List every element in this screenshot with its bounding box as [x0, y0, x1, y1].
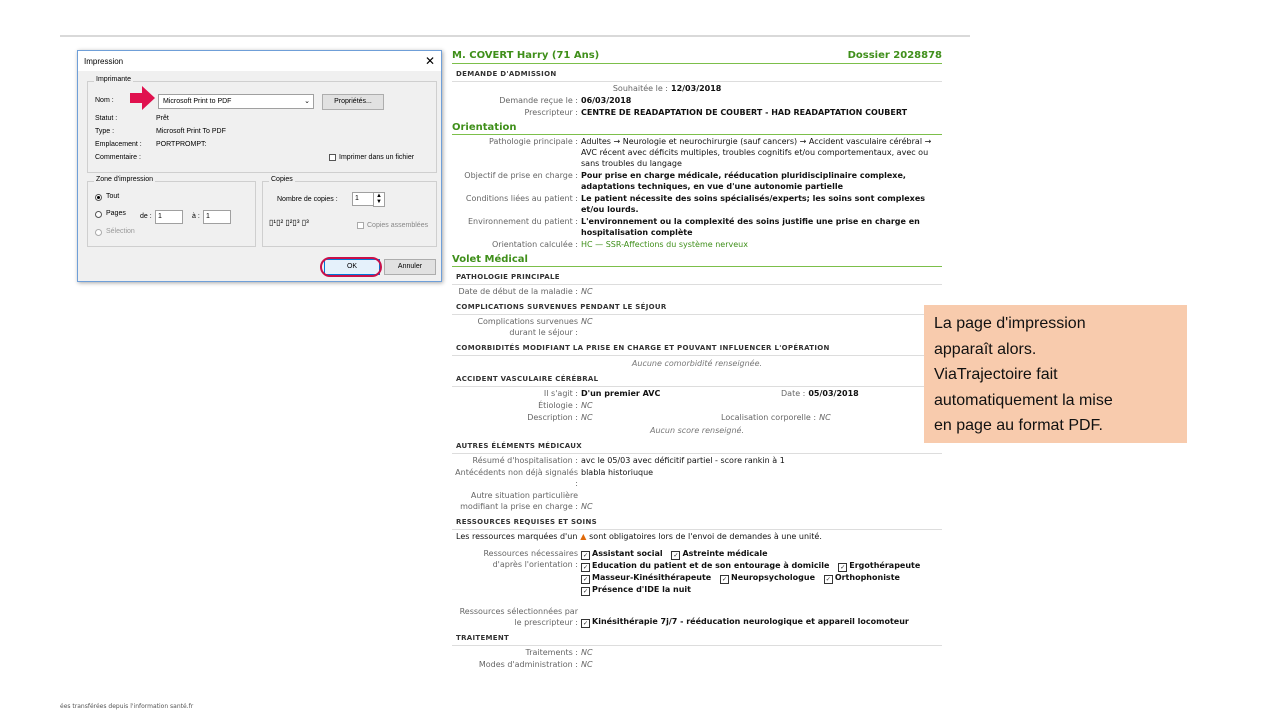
- callout-line: La page d'impression: [934, 315, 1086, 332]
- environment-value: L'environnement ou la complexité des soins justifie une prise en charge en hospitalisation complète: [581, 217, 920, 237]
- range-pages-label: Pages: [106, 210, 126, 217]
- summary-label: Résumé d'hospitalisation :: [472, 456, 578, 465]
- complications-label: Complications survenues durant le séjour :: [477, 317, 578, 337]
- footer-fragment: ées transférées depuis l'information santé.fr: [60, 703, 194, 710]
- checkbox-icon: ✓: [840, 564, 846, 571]
- needed-resource-label: Education du patient et de son entourage à domicile: [592, 561, 830, 570]
- objective-value: Pour prise en charge médicale, rééducation pluridisciplinaire complexe, adaptations techniques, en vue d'une autonomie partielle: [581, 171, 906, 191]
- type-label: Type :: [95, 128, 115, 135]
- localisation-label: Localisation corporelle :: [721, 413, 817, 422]
- collate-checkbox[interactable]: [357, 222, 364, 229]
- needed-resource-label: Neuropsychologue: [731, 573, 816, 582]
- copies-count-label: Nombre de copies :: [277, 196, 338, 203]
- needed-resource-item: [671, 549, 767, 558]
- no-comorbidity-text: Aucune comorbidité renseignée.: [631, 359, 763, 368]
- from-label: de :: [140, 213, 152, 220]
- needed-resource-label: Astreinte médicale: [682, 549, 768, 558]
- wished-date-value: 12/03/2018: [671, 84, 722, 93]
- needed-resources-list: [581, 548, 942, 596]
- treatments-value: NC: [581, 648, 593, 657]
- other-situation-value: NC: [581, 502, 593, 511]
- callout-line: automatiquement la mise: [934, 391, 1113, 409]
- chevron-down-icon: ⌄: [304, 98, 310, 105]
- resources-heading: RESSOURCES REQUISES ET SOINS: [452, 516, 942, 530]
- selected-resource-item: [581, 617, 909, 626]
- properties-button[interactable]: Propriétés...: [322, 94, 384, 110]
- avc-heading: ACCIDENT VASCULAIRE CÉRÉBRAL: [452, 373, 942, 387]
- cancel-button[interactable]: Annuler: [384, 259, 436, 275]
- avc-type-label: Il s'agit :: [543, 389, 578, 398]
- explanation-callout: [924, 305, 1187, 443]
- copies-group-label: Copies: [271, 176, 293, 183]
- selected-resource-label: Kinésithérapie 7j/7 - rééducation neurologique et appareil locomoteur: [592, 617, 909, 626]
- copies-count-input[interactable]: 1: [352, 192, 374, 206]
- received-date-label: Demande reçue le :: [499, 96, 578, 105]
- callout-line: ViaTrajectoire fait: [934, 366, 1058, 383]
- patient-name: M. COVERT Harry (71 Ans): [452, 50, 600, 61]
- warning-icon: ▲: [577, 532, 590, 541]
- needed-resource-label: Assistant social: [592, 549, 663, 558]
- checkbox-icon: ✓: [582, 576, 589, 583]
- red-arrow-icon: [130, 86, 156, 110]
- from-page-input[interactable]: 1: [155, 210, 183, 224]
- range-all-radio[interactable]: [95, 194, 102, 201]
- status-label: Statut :: [95, 115, 118, 122]
- localisation-value: NC: [819, 413, 831, 422]
- resources-note-suffix: sont obligatoires lors de l'envoi de demandes à une unité.: [589, 532, 822, 541]
- print-range-group: [87, 176, 256, 247]
- printer-select-value: Microsoft Print to PDF: [163, 98, 232, 105]
- needed-resource-item: [824, 573, 900, 582]
- needed-resource-item: [581, 573, 711, 582]
- to-page-input[interactable]: 1: [203, 210, 231, 224]
- ok-highlight-ring: [320, 257, 382, 277]
- resources-note: [452, 531, 942, 542]
- wished-date-label: Souhaitée le :: [612, 84, 668, 93]
- onset-value: NC: [581, 287, 593, 296]
- environment-label: Environnement du patient :: [467, 217, 578, 226]
- needed-resource-label: Ergothérapeute: [849, 561, 921, 570]
- dossier-number: Dossier 2028878: [847, 50, 942, 61]
- range-pages-radio[interactable]: [95, 211, 102, 218]
- computed-orientation-label: Orientation calculée :: [491, 240, 578, 249]
- callout-line: en page au format PDF.: [934, 417, 1103, 434]
- admission-heading: DEMANDE D'ADMISSION: [452, 68, 942, 82]
- needed-resource-item: [838, 561, 920, 570]
- history-label: Antécédents non déjà signalés :: [455, 468, 578, 488]
- print-to-file-label: Imprimer dans un fichier: [339, 154, 415, 161]
- callout-line: apparaît alors.: [934, 340, 1037, 358]
- needed-resource-item: [720, 573, 815, 582]
- main-pathology-heading: PATHOLOGIE PRINCIPALE: [452, 271, 942, 285]
- avc-type-value: D'un premier AVC: [581, 389, 661, 398]
- pathology-value: Adultes → Neurologie et neurochirurgie (sauf cancers) → Accident vasculaire cérébral → AVC récent avec déficits multiples, troubles cognitifs et/ou comportementaux, avec ou sans troubles du langage: [581, 137, 932, 168]
- status-value: Prêt: [156, 115, 169, 122]
- needed-resource-item: [581, 561, 829, 570]
- objective-label: Objectif de prise en charge :: [464, 171, 578, 180]
- needed-resources-label: Ressources nécessaires d'après l'orientation :: [483, 549, 578, 569]
- other-elements-heading: AUTRES ÉLÉMENTS MÉDICAUX: [452, 440, 942, 454]
- ok-button[interactable]: OK: [324, 259, 380, 275]
- medical-heading: Volet Médical: [452, 254, 942, 267]
- pathology-label: Pathologie principale :: [489, 137, 578, 146]
- page-top-divider: [60, 35, 970, 37]
- no-score-text: Aucun score renseigné.: [649, 426, 745, 435]
- computed-orientation-value: HC — SSR-Affections du système nerveux: [581, 240, 748, 249]
- conditions-label: Conditions liées au patient :: [465, 194, 578, 203]
- prescriber-label: Prescripteur :: [524, 108, 578, 117]
- collate-label: Copies assemblées: [367, 222, 429, 229]
- location-label: Emplacement :: [95, 141, 142, 148]
- received-date-value: 06/03/2018: [581, 96, 632, 105]
- avc-date-label: Date :: [781, 389, 806, 398]
- document-preview: [452, 50, 942, 671]
- treatment-heading: TRAITEMENT: [452, 632, 942, 646]
- needed-resource-item: [581, 585, 691, 594]
- history-value: blabla historiuque: [581, 468, 654, 477]
- copies-spinner[interactable]: ▲ ▼: [373, 192, 385, 207]
- selected-resources-label: Ressources sélectionnées par le prescripteur :: [459, 607, 578, 627]
- orientation-heading: Orientation: [452, 122, 942, 135]
- avc-date-value: 05/03/2018: [808, 389, 859, 398]
- checkbox-icon: ✓: [582, 552, 589, 559]
- location-value: PORTPROMPT:: [156, 141, 207, 148]
- checkbox-icon: ✓: [582, 564, 589, 571]
- resources-note-prefix: Les ressources marquées d'un: [456, 532, 578, 541]
- needed-resource-label: Orthophoniste: [834, 573, 900, 582]
- checkbox-icon: ✓: [673, 552, 679, 559]
- comorbidities-heading: COMORBIDITÉS MODIFIANT LA PRISE EN CHARGE ET POUVANT INFLUENCER L'OPÉRATION: [452, 342, 942, 356]
- printer-select[interactable]: [158, 94, 314, 109]
- print-dialog: [77, 50, 442, 282]
- range-selection-radio[interactable]: [95, 229, 102, 236]
- other-situation-label: Autre situation particulière modifiant la prise en charge :: [460, 491, 578, 511]
- collate-icon: ▯¹▯² ▯²▯³ ▯³: [269, 218, 309, 227]
- checkbox-icon: ✓: [722, 576, 728, 583]
- selected-resources-list: [581, 616, 942, 628]
- checkbox-icon: ✓: [582, 588, 589, 595]
- onset-label: Date de début de la maladie :: [458, 287, 578, 296]
- checkbox-icon: ✓: [825, 576, 831, 583]
- complications-heading: COMPLICATIONS SURVENUES PENDANT LE SÉJOUR: [452, 301, 942, 315]
- dialog-titlebar: [78, 51, 441, 71]
- complications-value: NC: [581, 317, 593, 326]
- dialog-title: Impression: [84, 56, 124, 66]
- administration-label: Modes d'administration :: [478, 660, 578, 669]
- range-all-label: Tout: [106, 193, 120, 200]
- description-label: Description :: [527, 413, 578, 422]
- checkbox-icon: ✓: [582, 620, 589, 627]
- copies-group: [262, 176, 437, 247]
- prescriber-value: CENTRE DE READAPTATION DE COUBERT - HAD READAPTATION COUBERT: [581, 108, 908, 117]
- document-header: [452, 50, 942, 64]
- summary-value: avc le 05/03 avec déficitif partiel - score rankin à 1: [581, 456, 785, 465]
- to-label: à :: [192, 213, 200, 220]
- needed-resource-label: Présence d'IDE la nuit: [592, 585, 691, 594]
- type-value: Microsoft Print To PDF: [156, 128, 226, 135]
- conditions-value: Le patient nécessite des soins spécialisés/experts; les soins sont complexes et/ou lourds.: [581, 194, 926, 214]
- etiology-value: NC: [581, 401, 593, 410]
- print-to-file-checkbox[interactable]: [329, 154, 336, 161]
- administration-value: NC: [581, 660, 593, 669]
- etiology-label: Étiologie :: [538, 401, 578, 410]
- treatments-label: Traitements :: [525, 648, 578, 657]
- description-value: NC: [581, 413, 593, 422]
- needed-resource-item: [581, 549, 663, 558]
- range-selection-label: Sélection: [106, 228, 135, 235]
- printer-group-label: Imprimante: [96, 76, 132, 83]
- name-label: Nom :: [95, 97, 114, 104]
- print-range-label: Zone d'impression: [96, 176, 153, 183]
- close-icon[interactable]: ✕: [424, 54, 435, 68]
- needed-resource-label: Masseur-Kinésithérapeute: [592, 573, 712, 582]
- comment-label: Commentaire :: [95, 154, 141, 161]
